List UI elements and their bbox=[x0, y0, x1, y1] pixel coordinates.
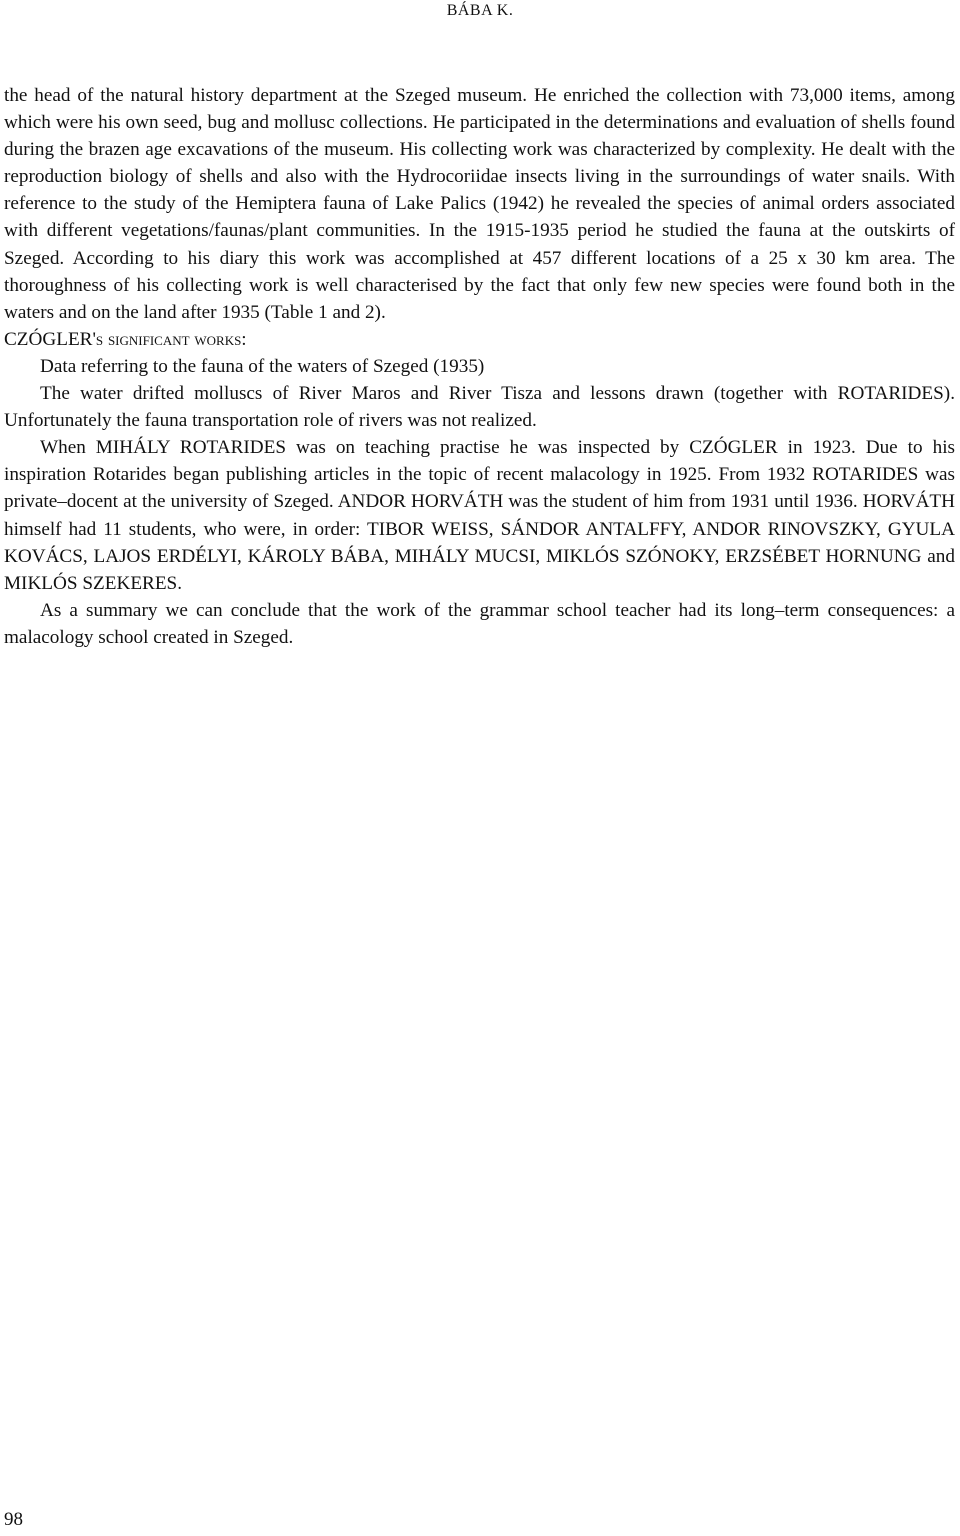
body-text bbox=[4, 82, 955, 651]
paragraph-summary: As a summary we can conclude that the work of the grammar school teacher had its long–term consequences: a malacology school created in Szeged. bbox=[4, 599, 955, 648]
paragraph-students: When MIHÁLY ROTARIDES was on teaching practise he was inspected by CZÓGLER in 1923. Due to his inspiration Rotarides began publishing articles in the topic of recent malacology in 1925. From 1932 ROTARIDES was private–docent at the university of Szeged. ANDOR HORVÁTH was the student of him from 1931 until 1936. HORVÁTH himself had 11 students, who were, in order: TIBOR WEISS, SÁNDOR ANTALFFY, ANDOR RINOVSZKY, GYULA KOVÁCS, LAJOS ERDÉLYI, KÁROLY BÁBA, MIHÁLY MUCSI, MIKLÓS SZÓNOKY, ERZSÉBET HORNUNG and MIKLÓS SZEKERES. bbox=[4, 437, 955, 594]
work-item-1: Data referring to the fauna of the waters of Szeged (1935) bbox=[40, 355, 485, 377]
running-head: BÁBA K. bbox=[446, 2, 514, 19]
paragraph-biography: the head of the natural history department at the Szeged museum. He enriched the collection with 73,000 items, among which were his own seed, bug and mollusc collections. He participated in the determinations and evaluation of shells found during the brazen age excavations of the museum. His collecting work was characterized by complexity. He dealt with the reproduction biology of shells and also with the Hydrocoriidae insects living in the surroundings of water snails. With reference to the study of the Hemiptera fauna of Lake Palics (1942) he revealed the species of animal orders associated with different vegetations/faunas/plant communities. In the 1915-1935 period he studied the fauna at the outskirts of Szeged. According to his diary this work was accomplished at 457 different locations of a 25 x 30 km area. The thoroughness of his collecting work is well characterised by the fact that only few new species were found both in the waters and on the land after 1935 (Table 1 and 2). bbox=[4, 85, 955, 323]
page-number: 98 bbox=[4, 1509, 23, 1530]
work-item-2: The water drifted molluscs of River Maros and River Tisza and lessons drawn (together with ROTARIDES). Unfortunately the fauna transportation role of rivers was not realized. bbox=[4, 383, 955, 432]
works-heading: CZÓGLER's significant works: bbox=[4, 328, 247, 350]
